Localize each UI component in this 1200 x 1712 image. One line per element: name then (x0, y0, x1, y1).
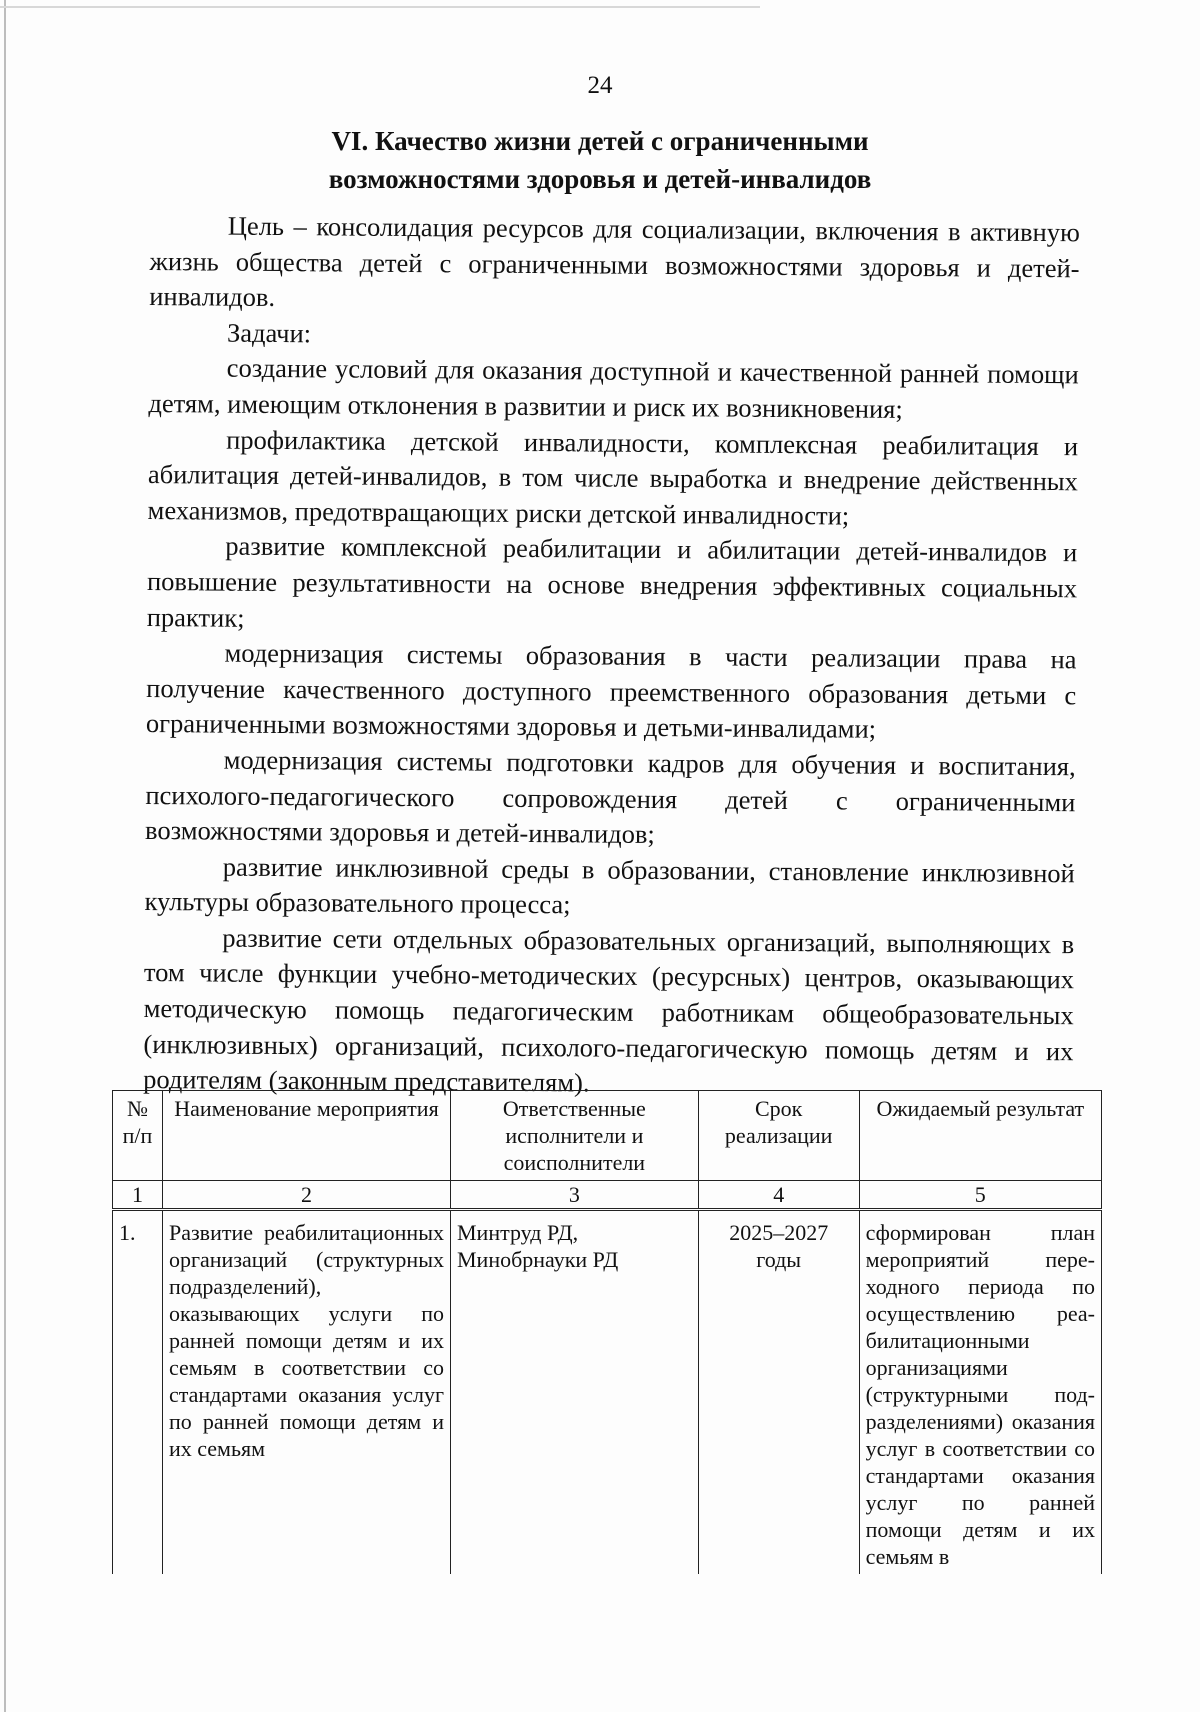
column-number: 5 (859, 1181, 1101, 1210)
tasks-label: Задачи: (226, 317, 312, 349)
section-heading-line-1: VI. Качество жизни детей с ограниченными (331, 126, 869, 156)
task-item: развитие инклюзивной среды в образовании, становление инклюзивной культуры образовательного процесса; (144, 851, 1075, 920)
scan-edge-left (4, 0, 6, 1712)
task-item: развитие комплексной реабилитации и абилитации детей-инвалидов и повышение результативности на основе внедрения эффективных социальных практик; (146, 530, 1078, 633)
column-number: 4 (698, 1181, 859, 1210)
body-text (143, 208, 1080, 1105)
task-item: модернизация системы подготовки кадров для обучения и воспитания, психолого-педагогического сопровождения детей с ограниченными возможностями здоровья и детей-инвалидов; (144, 744, 1076, 850)
task-item: развитие сети отдельных образовательных организаций, выполняющих в том числе функции учебно-методических (ресурсных) центров, оказывающих методическую помощь педагогическим работникам общеобразовательных (инклюзивных) организаций, психолого-педагогическую помощь детям и их родителям (законным представителям). (143, 922, 1075, 1098)
table-header-row (113, 1091, 1102, 1181)
header-num: № п/п (113, 1091, 163, 1181)
page-number: 24 (587, 72, 613, 99)
scan-edge-top (0, 6, 760, 8)
row-result: сформирован план мероприятий переходного периода по осуществлению реабилитационными организациями (структурными подразделениями) оказания услуг в соответствии со стандартами оказания услуг по ранней помощи детям и их семьям в (859, 1210, 1101, 1575)
task-item: профилактика детской инвалидности, комплексная реабилитация и абилитация детей-инвалидов, в том числе выработка и внедрение действенных механизмов, предотвращающих риски детской инвалидности; (147, 424, 1079, 531)
goal-paragraph: Цель – консолидация ресурсов для социализации, включения в активную жизнь общества детей с ограниченными возможностями здоровья и детей-инвалидов. (149, 210, 1080, 313)
row-num: 1. (113, 1210, 163, 1575)
task-item: создание условий для оказания доступной и качественной ранней помощи детям, имеющим отклонения в развитии и риск их возникновения; (148, 352, 1079, 424)
measures-table (112, 1090, 1102, 1574)
section-heading (140, 122, 1060, 198)
section-heading-line-2: возможностями здоровья и детей-инвалидов (328, 164, 872, 194)
row-responsible: Минтруд РД, Минобрнауки РД (450, 1210, 698, 1575)
header-result: Ожидаемый результат (859, 1091, 1101, 1181)
column-number: 3 (450, 1181, 698, 1210)
task-item: модернизация системы образования в части реализации права на получение качественного доступного преемственного образования детьми с ограниченными возможностями здоровья и детьми-инвалидами; (145, 637, 1077, 745)
table-row (113, 1210, 1102, 1575)
row-measure-name: Развитие реабилитационных организаций (структурных подразделений), оказывающих услуги по ранней помощи детям и их семьям в соответствии со стандартами оказания услуг по ранней помощи детям и их семьям (162, 1210, 450, 1575)
header-name: Наименование мероприятия (162, 1091, 450, 1181)
column-number-row (113, 1181, 1102, 1210)
column-number: 1 (113, 1181, 163, 1210)
measures-table-wrapper (112, 1090, 1102, 1574)
column-number: 2 (162, 1181, 450, 1210)
header-term: Срок реализации (698, 1091, 859, 1181)
header-responsible: Ответственные исполнители и соисполнители (450, 1091, 698, 1181)
row-term: 2025–2027 годы (698, 1210, 859, 1575)
